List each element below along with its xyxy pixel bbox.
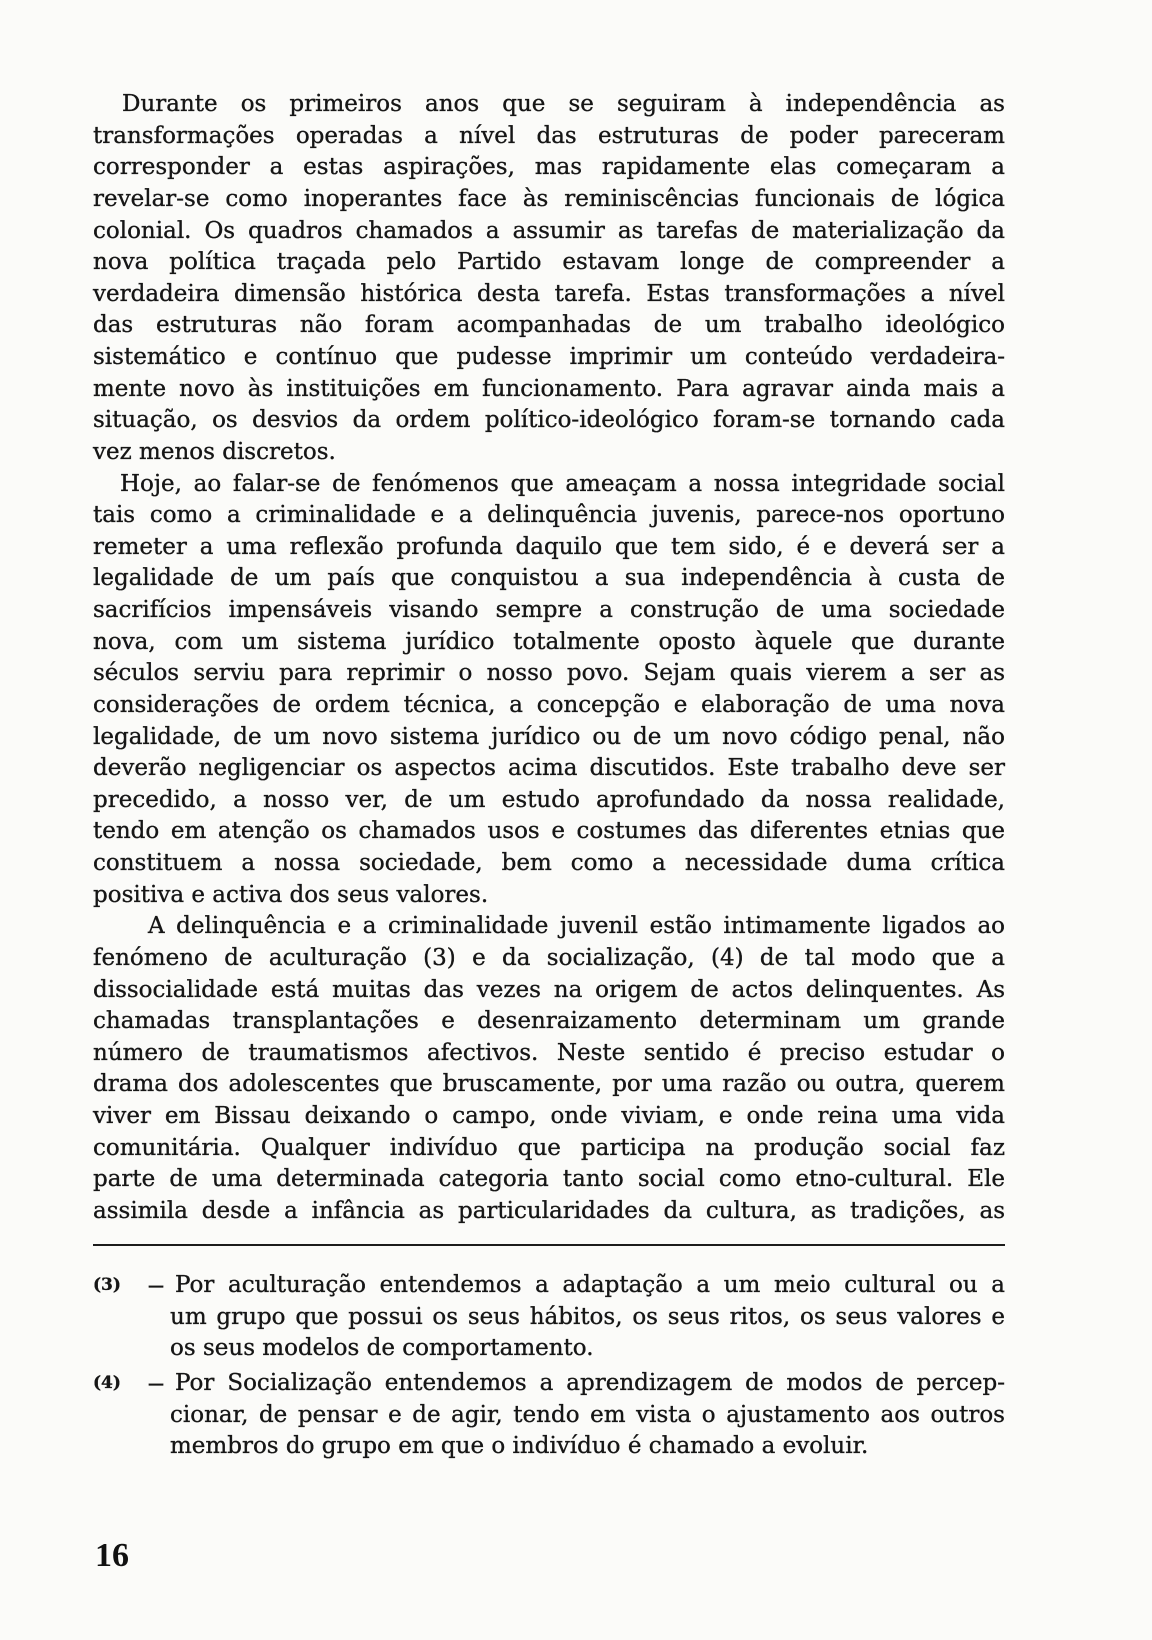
paragraph-line: remeter a uma reflexão profunda daquilo que tem sido, é e deverá ser a (93, 533, 1005, 560)
footnote-text (170, 1270, 1005, 1365)
footnote-line: membros do grupo em que o indivíduo é chamado a evoluir. (170, 1433, 869, 1459)
footnote-text (170, 1368, 1005, 1463)
paragraph (93, 911, 1005, 1227)
footnote-line: os seus modelos de comportamento. (170, 1335, 594, 1361)
paragraph-line: positiva e activa dos seus valores. (93, 881, 489, 908)
page-number: 16 (95, 1537, 129, 1574)
footnote-marker: (4) (93, 1373, 121, 1393)
paragraph-line: comunitária. Qualquer indivíduo que participa na produção social faz (93, 1134, 1005, 1161)
paragraph-line: nova política traçada pelo Partido estavam longe de compreender a (93, 249, 1005, 276)
footnote-separator (93, 1244, 1005, 1246)
footnote-line: Por Socialização entendemos a aprendizagem de modos de percep- (175, 1370, 1005, 1396)
paragraph-line: nova, com um sistema jurídico totalmente oposto àquele que durante (93, 628, 1005, 655)
paragraph-line: chamadas transplantações e desenraizamento determinam um grande (93, 1008, 1005, 1035)
paragraph-line: transformações operadas a nível das estruturas de poder pareceram (93, 122, 1005, 149)
paragraph-line: situação, os desvios da ordem político-ideológico foram-se tornando cada (93, 407, 1005, 434)
paragraph-line: parte de uma determinada categoria tanto social como etno-cultural. Ele (93, 1166, 1005, 1193)
paragraph-line: mente novo às instituições em funcionamento. Para agravar ainda mais a (93, 375, 1005, 402)
footnote-line: cionar, de pensar e de agir, tendo em vista o ajustamento aos outros (170, 1401, 1005, 1428)
paragraph-line: dissocialidade está muitas das vezes na origem de actos delinquentes. As (93, 976, 1005, 1003)
paragraph-line: sistemático e contínuo que pudesse imprimir um conteúdo verdadeira- (93, 344, 1005, 370)
footnote-dash: — (148, 1374, 164, 1393)
paragraph-line: Durante os primeiros anos que se seguiram à independência as (122, 91, 1005, 117)
paragraph-line: legalidade, de um novo sistema jurídico ou de um novo código penal, não (93, 723, 1005, 750)
paragraph-line: verdadeira dimensão histórica desta tarefa. Estas transformações a nível (93, 280, 1005, 307)
body-text (93, 89, 1005, 1228)
paragraph-line: fenómeno de aculturação (3) e da socialização, (4) de tal modo que a (93, 944, 1005, 971)
paragraph-line: séculos serviu para reprimir o nosso povo. Sejam quais vierem a ser as (93, 660, 1005, 687)
paragraph-line: Hoje, ao falar-se de fenómenos que ameaçam a nossa integridade social (120, 470, 1005, 497)
paragraph-line: tais como a criminalidade e a delinquência juvenis, parece-nos oportuno (93, 502, 1005, 529)
paragraph-line: número de traumatismos afectivos. Neste sentido é preciso estudar o (93, 1039, 1005, 1066)
paragraph-line: sacrifícios impensáveis visando sempre a construção de uma sociedade (93, 597, 1005, 623)
paragraph (93, 469, 1005, 912)
footnote-marker: (3) (93, 1275, 121, 1295)
paragraph-line: A delinquência e a criminalidade juvenil estão intimamente ligados ao (148, 913, 1005, 940)
paragraph-line: viver em Bissau deixando o campo, onde viviam, e onde reina uma vida (93, 1103, 1005, 1129)
footnote-dash: — (148, 1276, 164, 1295)
paragraph-line: legalidade de um país que conquistou a sua independência à custa de (93, 565, 1005, 592)
paragraph-line: colonial. Os quadros chamados a assumir as tarefas de materialização da (93, 217, 1005, 244)
paragraph (93, 89, 1005, 469)
footnote (0, 1270, 1152, 1366)
paragraph-line: revelar-se como inoperantes face às reminiscências funcionais de lógica (93, 185, 1005, 212)
paragraph-line: precedido, a nosso ver, de um estudo aprofundado da nossa realidade, (93, 786, 1005, 813)
paragraph-line: tendo em atenção os chamados usos e costumes das diferentes etnias que (93, 818, 1005, 845)
footnote-line: um grupo que possui os seus hábitos, os seus ritos, os seus valores e (170, 1303, 1005, 1330)
paragraph-line: drama dos adolescentes que bruscamente, por uma razão ou outra, querem (93, 1071, 1005, 1098)
paragraph-line: das estruturas não foram acompanhadas de um trabalho ideológico (93, 312, 1005, 339)
paragraph-line: constituem a nossa sociedade, bem como a necessidade duma crítica (93, 850, 1005, 876)
paragraph-line: considerações de ordem técnica, a concepção e elaboração de uma nova (93, 691, 1005, 718)
paragraph-line: deverão negligenciar os aspectos acima discutidos. Este trabalho deve ser (93, 755, 1005, 782)
paragraph-line: assimila desde a infância as particularidades da cultura, as tradições, as (93, 1197, 1005, 1224)
footnote-line: Por aculturação entendemos a adaptação a um meio cultural ou a (175, 1272, 1005, 1298)
paragraph-line: vez menos discretos. (93, 438, 336, 465)
paragraph-line: corresponder a estas aspirações, mas rapidamente elas começaram a (93, 154, 1005, 181)
footnote (0, 1368, 1152, 1464)
